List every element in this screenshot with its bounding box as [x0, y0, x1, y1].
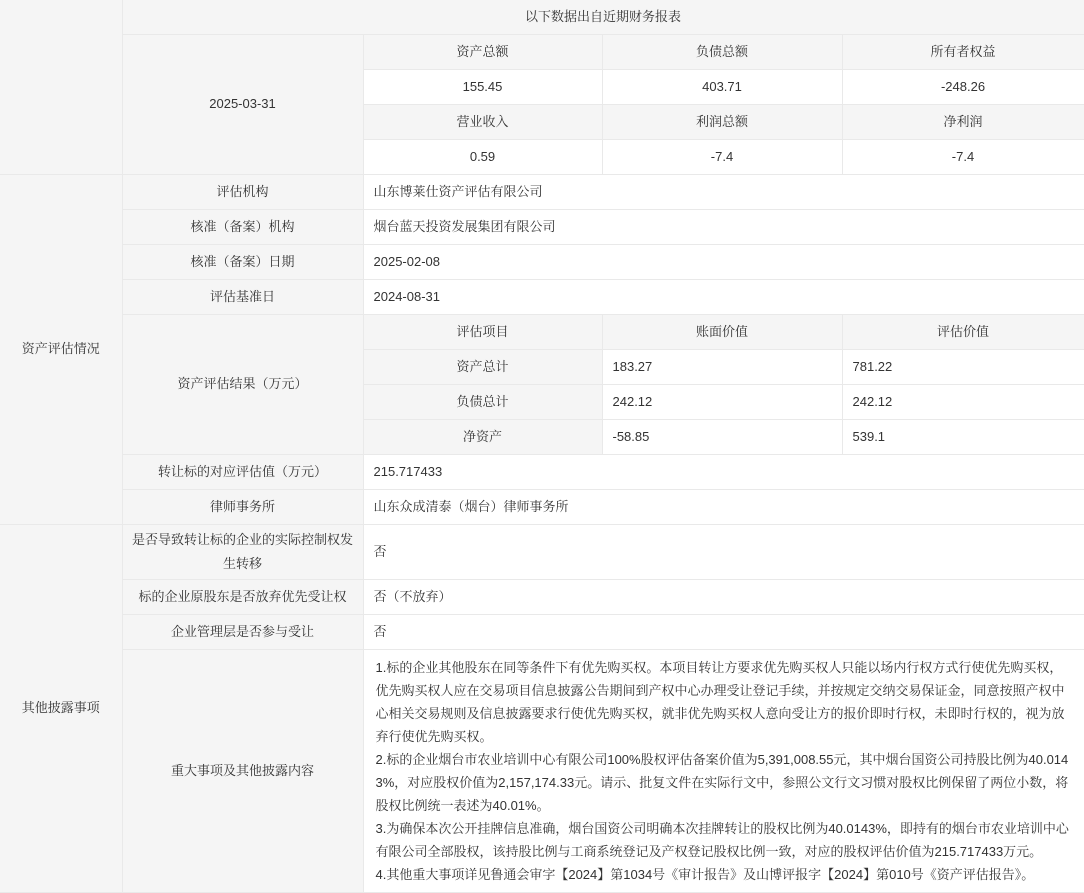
waive-preemptive-right-value: 否（不放弃）: [363, 580, 1084, 615]
major-items-label: 重大事项及其他披露内容: [122, 650, 363, 893]
field-value-approval-date: 2025-02-08: [363, 245, 1084, 280]
law-firm-label: 律师事务所: [122, 490, 363, 525]
report-source-header: 以下数据出自近期财务报表: [122, 0, 1084, 35]
result-assessed-value: 539.1: [842, 420, 1084, 455]
financial-metric-value: 155.45: [363, 70, 602, 105]
financial-metric-label: 负债总额: [602, 35, 842, 70]
result-item-name: 负债总计: [363, 385, 602, 420]
management-participation-value: 否: [363, 615, 1084, 650]
financial-metric-value: -7.4: [602, 140, 842, 175]
result-item-name: 资产总计: [363, 350, 602, 385]
disclosure-paragraph: 3.为确保本次公开挂牌信息准确，烟台国资公司明确本次挂牌转让的股权比例为40.0143%，即持有的烟台市农业培训中心有限公司全部股权，该持股比例与工商系统登记及产权登记股权比例一致，对应的股权评估价值为215.717433万元。: [375, 821, 1069, 859]
law-firm-value: 山东众成清泰（烟台）律师事务所: [363, 490, 1084, 525]
transfer-value-label: 转让标的对应评估值（万元）: [122, 455, 363, 490]
result-book-value: -58.85: [602, 420, 842, 455]
disclosure-paragraph: 4.其他重大事项详见鲁通会审字【2024】第1034号《审计报告》及山博评报字【2024】第010号《资产评估报告》。: [375, 867, 1035, 882]
transfer-value: 215.717433: [363, 455, 1084, 490]
control-transfer-label: 是否导致转让标的企业的实际控制权发生转移: [122, 525, 363, 580]
field-label-assessment-agency: 评估机构: [122, 175, 363, 210]
section-label-asset-assessment: 资产评估情况: [0, 175, 122, 525]
financial-metric-value: -7.4: [842, 140, 1084, 175]
result-book-value: 242.12: [602, 385, 842, 420]
major-items-content: [363, 650, 1084, 893]
result-item-name: 净资产: [363, 420, 602, 455]
field-label-assessment-base-date: 评估基准日: [122, 280, 363, 315]
result-table-label: 资产评估结果（万元）: [122, 315, 363, 455]
section-cell-empty: [0, 0, 122, 175]
financial-metric-value: 403.71: [602, 70, 842, 105]
disclosure-paragraph: 1.标的企业其他股东在同等条件下有优先购买权。本项目转让方要求优先购买权人只能以场内行权方式行使优先购买权，优先购买权人应在交易项目信息披露公告期间到产权中心办理受让登记手续，并按规定交纳交易保证金，同意按照产权中心相关交易规则及信息披露要求行使优先购买权，就非优先购买权人意向受让方的报价即时行权，未即时行权的，视为放弃行使优先购买权。: [375, 660, 1065, 744]
financial-metric-label: 所有者权益: [842, 35, 1084, 70]
disclosure-paragraph: 2.标的企业烟台市农业培训中心有限公司100%股权评估备案价值为5,391,008.55元，其中烟台国资公司持股比例为40.0143%，对应股权价值为2,157,174.33元。请示、批复文件在实际行文中，参照公文行文习惯对股权比例保留了两位小数，将股权比例统一表述为40.01%。: [375, 752, 1069, 813]
financial-metric-label: 净利润: [842, 105, 1084, 140]
result-header-book-value: 账面价值: [602, 315, 842, 350]
financial-metric-value: -248.26: [842, 70, 1084, 105]
result-assessed-value: 781.22: [842, 350, 1084, 385]
field-value-assessment-agency: 山东博莱仕资产评估有限公司: [363, 175, 1084, 210]
financial-metric-label: 营业收入: [363, 105, 602, 140]
control-transfer-value: 否: [363, 525, 1084, 580]
financial-metric-label: 资产总额: [363, 35, 602, 70]
section-label-other-disclosure: 其他披露事项: [0, 525, 122, 893]
result-assessed-value: 242.12: [842, 385, 1084, 420]
waive-preemptive-right-label: 标的企业原股东是否放弃优先受让权: [122, 580, 363, 615]
management-participation-label: 企业管理层是否参与受让: [122, 615, 363, 650]
report-date: 2025-03-31: [122, 35, 363, 175]
field-value-approval-agency: 烟台蓝天投资发展集团有限公司: [363, 210, 1084, 245]
financial-metric-label: 利润总额: [602, 105, 842, 140]
result-book-value: 183.27: [602, 350, 842, 385]
result-header-item: 评估项目: [363, 315, 602, 350]
financial-metric-value: 0.59: [363, 140, 602, 175]
field-label-approval-date: 核准（备案）日期: [122, 245, 363, 280]
field-label-approval-agency: 核准（备案）机构: [122, 210, 363, 245]
field-value-assessment-base-date: 2024-08-31: [363, 280, 1084, 315]
result-header-assessed-value: 评估价值: [842, 315, 1084, 350]
